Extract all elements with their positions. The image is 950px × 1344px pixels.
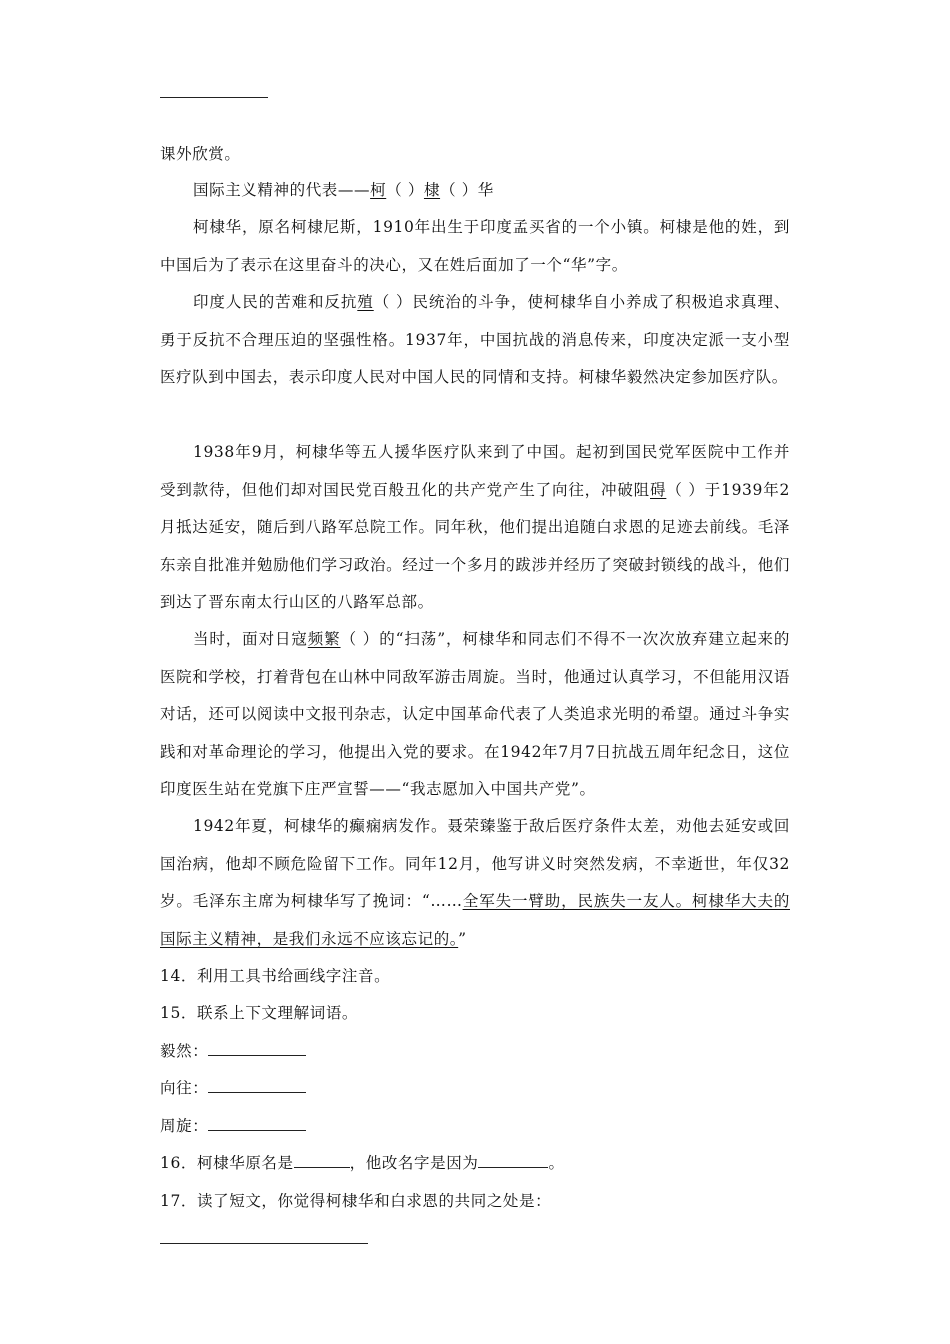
paragraph-2-bracket: （ ）: [373, 293, 413, 311]
paragraph-2-underlined-word: 殖: [357, 293, 374, 311]
title-bracket-1: （ ）: [386, 181, 424, 199]
title-prefix: 国际主义精神的代表——: [193, 181, 371, 199]
question-14: 14．利用工具书给画线字注音。: [160, 967, 391, 985]
paragraph-5-text-before: 1942年夏，柯棣华的癫痫病发作。聂荣臻鉴于敌后医疗条件太差，劝他去延安或回国治病，他却不顾危险留下工作。同年12月，他写讲义时突然发病，不幸逝世，年仅32岁。毛泽东主席为柯棣华写了挽词：“……: [160, 817, 790, 910]
paragraph-5: [160, 808, 790, 958]
article-title: [193, 172, 494, 210]
paragraph-4-text-after: 的“扫荡”，柯棣华和同志们不得不一次次放弃建立起来的医院和学校，打着背包在山林中同敌军游击周旋。当时，他通过认真学习，不但能用汉语对话，还可以阅读中文报刊杂志，认定中国革命代表了人类追求光明的希望。通过斗争实践和对革命理论的学习，他提出入党的要求。在1942年7月7日抗战五周年纪念日，这位印度医生站在党旗下庄严宣誓——“我志愿加入中国共产党”。: [160, 630, 791, 798]
paragraph-1: [160, 209, 790, 284]
term-1-answer-blank[interactable]: [208, 1041, 306, 1056]
question-16-part-a: 16．柯棣华原名是: [160, 1154, 294, 1172]
question-15: 15．联系上下文理解词语。: [160, 1004, 359, 1022]
question-17-answer-line[interactable]: [160, 1243, 368, 1244]
paragraph-3-text-after: 于1939年2月抵达延安，随后到八路军总院工作。同年秋，他们提出追随白求恩的足迹去前线。毛泽东亲自批准并勉励他们学习政治。经过一个多月的跋涉并经历了突破封锁线的战斗，他们到达了晋东南太行山区的八路军总部。: [160, 480, 790, 611]
paragraph-4: [160, 621, 790, 809]
paragraph-3: [160, 434, 790, 622]
term-3-label: 周旋：: [160, 1117, 209, 1135]
question-16-blank-2[interactable]: [478, 1153, 548, 1168]
paragraph-3-text-before: 1938年9月，柯棣华等五人援华医疗队来到了中国。起初到国民党军医院中工作并受到款待，但他们却对国民党百般丑化的共产党产生了向往，冲破阻: [160, 443, 790, 499]
paragraph-2: [160, 284, 790, 397]
title-suffix: 华: [477, 181, 494, 199]
paragraph-4-underlined-word: 频繁: [307, 630, 341, 648]
term-2-label: 向往：: [160, 1079, 209, 1097]
paragraph-1-text: 柯棣华，原名柯棣尼斯，1910年出生于印度孟买省的一个小镇。柯棣是他的姓，到中国后为了表示在这里奋斗的决心，又在姓后面加了一个“华”字。: [160, 218, 790, 274]
paragraph-2-text-before: 印度人民的苦难和反抗: [193, 293, 358, 311]
question-16-blank-1[interactable]: [294, 1153, 350, 1168]
term-row-3: [160, 1108, 306, 1146]
top-divider-line: [160, 97, 268, 98]
paragraph-4-text-before: 当时，面对日寇: [193, 630, 308, 648]
paragraph-3-underlined-word: 碍: [650, 480, 667, 499]
paragraph-2-text-after: 民统治的斗争，使柯棣华自小养成了积极追求真理、勇于反抗不合理压迫的坚强性格。1937年，中国抗战的消息传来，印度决定派一支小型医疗队到中国去，表示印度人民对中国人民的同情和支持。柯棣华毅然决定参加医疗队。: [160, 293, 790, 386]
question-17: 17．读了短文，你觉得柯棣华和白求恩的共同之处是：: [160, 1192, 552, 1210]
term-3-answer-blank[interactable]: [208, 1116, 306, 1131]
term-1-label: 毅然：: [160, 1042, 209, 1060]
title-bracket-2: （ ）: [440, 181, 478, 199]
paragraph-3-bracket: （ ）: [666, 480, 705, 499]
question-16-part-c: 。: [548, 1154, 565, 1172]
term-row-2: [160, 1070, 306, 1108]
paragraph-5-underlined-quote: 全军失一臂助，民族失一友人。柯棣华大夫的国际主义精神，是我们永远不应该忘记的。: [160, 892, 790, 948]
question-16: [160, 1145, 565, 1183]
paragraph-5-text-after: ”: [458, 929, 467, 948]
section-label: 课外欣赏。: [160, 145, 241, 163]
title-underlined-char-1: 柯: [370, 181, 387, 199]
title-underlined-char-2: 棣: [423, 181, 441, 199]
paragraph-4-bracket: （ ）: [340, 630, 380, 648]
term-2-answer-blank[interactable]: [208, 1078, 306, 1093]
question-16-part-b: ，他改名字是因为: [349, 1154, 479, 1172]
term-row-1: [160, 1033, 306, 1071]
